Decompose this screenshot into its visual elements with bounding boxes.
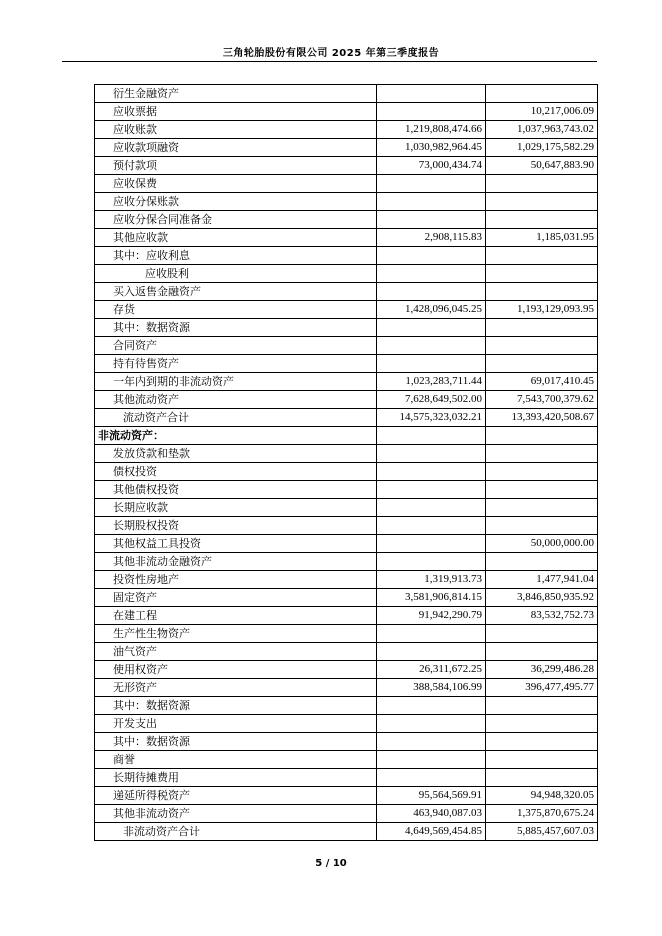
current-period-value: 388,584,106.99	[377, 679, 486, 697]
table-row	[95, 175, 598, 193]
table-row	[95, 427, 598, 445]
current-period-value	[377, 283, 486, 301]
row-label: 存货	[95, 301, 377, 319]
table-row	[95, 445, 598, 463]
table-row	[95, 409, 598, 427]
table-row	[95, 247, 598, 265]
row-label: 应收股利	[95, 265, 377, 283]
table-row	[95, 211, 598, 229]
table-row	[95, 643, 598, 661]
row-label: 一年内到期的非流动资产	[95, 373, 377, 391]
balance-sheet-table	[94, 84, 598, 841]
current-period-value: 91,942,290.79	[377, 607, 486, 625]
table-row	[95, 625, 598, 643]
table-row	[95, 787, 598, 805]
prior-period-value	[486, 445, 598, 463]
table-row	[95, 733, 598, 751]
row-label: 生产性生物资产	[95, 625, 377, 643]
table-row	[95, 121, 598, 139]
table-row	[95, 769, 598, 787]
prior-period-value	[486, 265, 598, 283]
prior-period-value: 36,299,486.28	[486, 661, 598, 679]
current-period-value	[377, 517, 486, 535]
table-row	[95, 679, 598, 697]
row-label: 债权投资	[95, 463, 377, 481]
table-row	[95, 571, 598, 589]
row-label: 长期待摊费用	[95, 769, 377, 787]
prior-period-value: 1,185,031.95	[486, 229, 598, 247]
table-row	[95, 589, 598, 607]
prior-period-value: 69,017,410.45	[486, 373, 598, 391]
prior-period-value	[486, 337, 598, 355]
prior-period-value: 1,375,870,675.24	[486, 805, 598, 823]
table-row	[95, 607, 598, 625]
table-row	[95, 481, 598, 499]
row-label: 在建工程	[95, 607, 377, 625]
table-row	[95, 499, 598, 517]
prior-period-value	[486, 319, 598, 337]
current-period-value: 26,311,672.25	[377, 661, 486, 679]
current-period-value: 1,219,808,474.66	[377, 121, 486, 139]
row-label: 固定资产	[95, 589, 377, 607]
prior-period-value	[486, 625, 598, 643]
row-label: 非流动资产：	[95, 427, 377, 445]
table-row	[95, 661, 598, 679]
prior-period-value	[486, 283, 598, 301]
prior-period-value	[486, 769, 598, 787]
current-period-value: 4,649,569,454.85	[377, 823, 486, 841]
row-label: 应收分保合同准备金	[95, 211, 377, 229]
current-period-value: 1,023,283,711.44	[377, 373, 486, 391]
row-label: 油气资产	[95, 643, 377, 661]
table-row	[95, 229, 598, 247]
current-period-value	[377, 319, 486, 337]
row-label: 应收分保账款	[95, 193, 377, 211]
prior-period-value	[486, 247, 598, 265]
current-period-value	[377, 499, 486, 517]
table-row	[95, 373, 598, 391]
table-row	[95, 463, 598, 481]
prior-period-value: 83,532,752.73	[486, 607, 598, 625]
table-row	[95, 319, 598, 337]
row-label: 其他非流动金融资产	[95, 553, 377, 571]
current-period-value: 3,581,906,814.15	[377, 589, 486, 607]
prior-period-value	[486, 751, 598, 769]
row-label: 合同资产	[95, 337, 377, 355]
row-label: 使用权资产	[95, 661, 377, 679]
prior-period-value: 50,000,000.00	[486, 535, 598, 553]
row-label: 应收账款	[95, 121, 377, 139]
current-period-value: 1,030,982,964.45	[377, 139, 486, 157]
prior-period-value	[486, 427, 598, 445]
page-number: 5 / 10	[315, 858, 347, 869]
prior-period-value	[486, 643, 598, 661]
current-period-value: 1,319,913.73	[377, 571, 486, 589]
row-label: 其他权益工具投资	[95, 535, 377, 553]
row-label: 无形资产	[95, 679, 377, 697]
current-period-value	[377, 175, 486, 193]
current-period-value: 73,000,434.74	[377, 157, 486, 175]
prior-period-value	[486, 499, 598, 517]
row-label: 持有待售资产	[95, 355, 377, 373]
row-label: 商誉	[95, 751, 377, 769]
prior-period-value	[486, 697, 598, 715]
prior-period-value	[486, 481, 598, 499]
row-label: 开发支出	[95, 715, 377, 733]
table-row	[95, 517, 598, 535]
prior-period-value	[486, 355, 598, 373]
row-label: 应收保费	[95, 175, 377, 193]
row-label: 长期应收款	[95, 499, 377, 517]
table-row	[95, 301, 598, 319]
row-label: 应收款项融资	[95, 139, 377, 157]
current-period-value: 1,428,096,045.25	[377, 301, 486, 319]
current-period-value	[377, 445, 486, 463]
prior-period-value: 94,948,320.05	[486, 787, 598, 805]
prior-period-value	[486, 193, 598, 211]
current-period-value	[377, 553, 486, 571]
prior-period-value: 1,193,129,093.95	[486, 301, 598, 319]
row-label: 买入返售金融资产	[95, 283, 377, 301]
current-period-value	[377, 697, 486, 715]
row-label: 其中：数据资源	[95, 697, 377, 715]
current-period-value	[377, 643, 486, 661]
prior-period-value	[486, 463, 598, 481]
current-period-value: 95,564,569.91	[377, 787, 486, 805]
current-period-value	[377, 427, 486, 445]
row-label: 衍生金融资产	[95, 85, 377, 103]
table-row	[95, 355, 598, 373]
table-row	[95, 337, 598, 355]
row-label: 其中：数据资源	[95, 733, 377, 751]
prior-period-value	[486, 733, 598, 751]
report-header-title: 三角轮胎股份有限公司 2025 年第三季度报告	[222, 48, 440, 59]
row-label: 发放贷款和垫款	[95, 445, 377, 463]
table-row	[95, 85, 598, 103]
prior-period-value	[486, 85, 598, 103]
prior-period-value: 10,217,006.09	[486, 103, 598, 121]
table-row	[95, 391, 598, 409]
prior-period-value: 3,846,850,935.92	[486, 589, 598, 607]
balance-sheet-body	[95, 85, 598, 841]
table-row	[95, 553, 598, 571]
current-period-value	[377, 481, 486, 499]
prior-period-value: 1,477,941.04	[486, 571, 598, 589]
prior-period-value: 396,477,495.77	[486, 679, 598, 697]
prior-period-value	[486, 211, 598, 229]
current-period-value	[377, 103, 486, 121]
table-row	[95, 193, 598, 211]
current-period-value	[377, 337, 486, 355]
current-period-value	[377, 715, 486, 733]
row-label: 流动资产合计	[95, 409, 377, 427]
current-period-value	[377, 265, 486, 283]
current-period-value	[377, 247, 486, 265]
row-label: 递延所得税资产	[95, 787, 377, 805]
current-period-value	[377, 535, 486, 553]
row-label: 其他非流动资产	[95, 805, 377, 823]
current-period-value	[377, 751, 486, 769]
row-label: 其中：应收利息	[95, 247, 377, 265]
current-period-value	[377, 193, 486, 211]
prior-period-value: 13,393,420,508.67	[486, 409, 598, 427]
prior-period-value: 7,543,700,379.62	[486, 391, 598, 409]
current-period-value	[377, 85, 486, 103]
table-row	[95, 715, 598, 733]
table-row	[95, 823, 598, 841]
table-row	[95, 751, 598, 769]
row-label: 其中：数据资源	[95, 319, 377, 337]
row-label: 其他债权投资	[95, 481, 377, 499]
table-row	[95, 139, 598, 157]
prior-period-value	[486, 517, 598, 535]
row-label: 应收票据	[95, 103, 377, 121]
table-row	[95, 697, 598, 715]
current-period-value	[377, 355, 486, 373]
row-label: 其他流动资产	[95, 391, 377, 409]
prior-period-value	[486, 553, 598, 571]
current-period-value: 463,940,087.03	[377, 805, 486, 823]
table-row	[95, 283, 598, 301]
current-period-value	[377, 625, 486, 643]
row-label: 非流动资产合计	[95, 823, 377, 841]
current-period-value	[377, 463, 486, 481]
prior-period-value	[486, 175, 598, 193]
prior-period-value: 1,029,175,582.29	[486, 139, 598, 157]
table-row	[95, 157, 598, 175]
prior-period-value: 5,885,457,607.03	[486, 823, 598, 841]
current-period-value: 2,908,115.83	[377, 229, 486, 247]
table-row	[95, 103, 598, 121]
prior-period-value	[486, 715, 598, 733]
row-label: 其他应收款	[95, 229, 377, 247]
row-label: 长期股权投资	[95, 517, 377, 535]
table-row	[95, 805, 598, 823]
header-divider	[62, 61, 597, 62]
current-period-value	[377, 211, 486, 229]
prior-period-value: 1,037,963,743.02	[486, 121, 598, 139]
row-label: 预付款项	[95, 157, 377, 175]
current-period-value	[377, 769, 486, 787]
row-label: 投资性房地产	[95, 571, 377, 589]
current-period-value: 14,575,323,032.21	[377, 409, 486, 427]
current-period-value	[377, 733, 486, 751]
prior-period-value: 50,647,883.90	[486, 157, 598, 175]
table-row	[95, 265, 598, 283]
current-period-value: 7,628,649,502.00	[377, 391, 486, 409]
table-row	[95, 535, 598, 553]
